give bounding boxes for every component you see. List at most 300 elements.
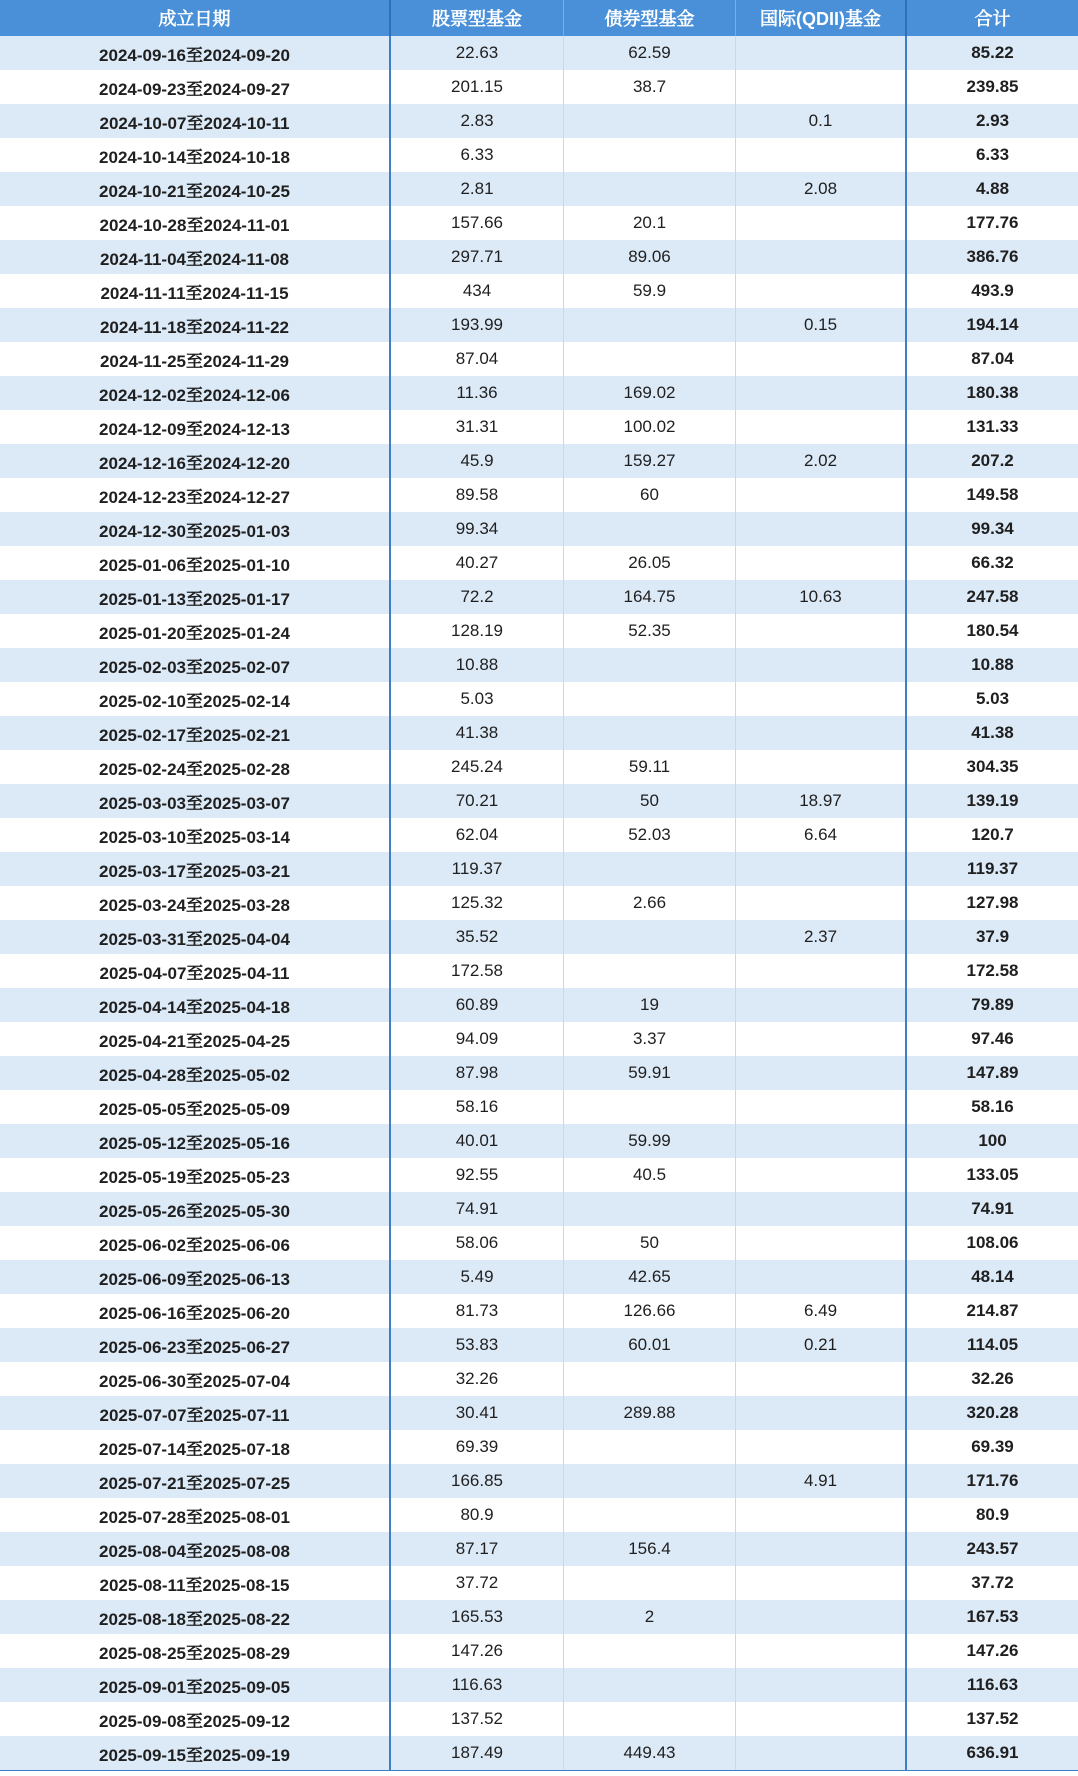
date-range-cell: 2024-10-07至2024-10-11	[0, 104, 391, 138]
equity-fund-cell: 6.33	[391, 138, 564, 172]
equity-fund-cell: 69.39	[391, 1430, 564, 1464]
table-row	[0, 1328, 1078, 1362]
total-cell: 58.16	[971, 1097, 1014, 1116]
equity-fund-cell: 87.17	[391, 1532, 564, 1566]
header-bond-fund: 债券型基金	[564, 0, 736, 36]
qdii-fund-cell	[736, 1600, 907, 1634]
equity-fund-cell: 32.26	[391, 1362, 564, 1396]
total-cell: 139.19	[966, 791, 1019, 810]
qdii-fund-cell: 4.91	[736, 1464, 907, 1498]
qdii-fund-cell	[736, 1260, 907, 1294]
total-cell: 100	[978, 1131, 1007, 1150]
equity-fund-cell: 99.34	[391, 512, 564, 546]
equity-fund-cell: 41.38	[391, 716, 564, 750]
total-cell: 6.33	[975, 145, 1010, 164]
equity-fund-cell: 45.9	[391, 444, 564, 478]
date-range-cell: 2025-06-30至2025-07-04	[0, 1362, 391, 1396]
total-cell: 207.2	[971, 451, 1014, 470]
qdii-fund-cell: 0.1	[736, 104, 907, 138]
equity-fund-cell: 137.52	[391, 1702, 564, 1736]
date-range-cell: 2025-05-26至2025-05-30	[0, 1192, 391, 1226]
table-row	[0, 1056, 1078, 1090]
bond-fund-cell	[564, 104, 736, 138]
bond-fund-cell: 60.01	[564, 1328, 736, 1362]
date-range-cell: 2025-06-23至2025-06-27	[0, 1328, 391, 1362]
total-cell: 172.58	[966, 961, 1019, 980]
qdii-fund-cell	[736, 648, 907, 682]
qdii-fund-cell	[736, 1226, 907, 1260]
total-cell: 133.05	[966, 1165, 1019, 1184]
date-range-cell: 2025-08-25至2025-08-29	[0, 1634, 391, 1668]
bond-fund-cell	[564, 138, 736, 172]
bond-fund-cell	[564, 648, 736, 682]
bond-fund-cell	[564, 1668, 736, 1702]
bond-fund-cell	[564, 308, 736, 342]
table-row	[0, 1294, 1078, 1328]
total-cell: 10.88	[971, 655, 1014, 674]
qdii-fund-cell	[736, 1702, 907, 1736]
table-body	[0, 36, 1078, 1770]
table-row	[0, 954, 1078, 988]
date-range-cell: 2025-01-13至2025-01-17	[0, 580, 391, 614]
date-range-cell: 2025-05-12至2025-05-16	[0, 1124, 391, 1158]
qdii-fund-cell: 10.63	[736, 580, 907, 614]
qdii-fund-cell: 2.08	[736, 172, 907, 206]
date-range-cell: 2024-09-16至2024-09-20	[0, 36, 391, 70]
bond-fund-cell	[564, 920, 736, 954]
table-row	[0, 886, 1078, 920]
bond-fund-cell: 2	[564, 1600, 736, 1634]
total-cell: 636.91	[966, 1743, 1019, 1762]
equity-fund-cell: 70.21	[391, 784, 564, 818]
bond-fund-cell: 156.4	[564, 1532, 736, 1566]
bond-fund-cell: 289.88	[564, 1396, 736, 1430]
qdii-fund-cell	[736, 886, 907, 920]
date-range-cell: 2024-12-16至2024-12-20	[0, 444, 391, 478]
equity-fund-cell: 37.72	[391, 1566, 564, 1600]
qdii-fund-cell: 2.02	[736, 444, 907, 478]
bond-fund-cell: 20.1	[564, 206, 736, 240]
equity-fund-cell: 22.63	[391, 36, 564, 70]
table-row	[0, 274, 1078, 308]
total-cell: 493.9	[971, 281, 1014, 300]
date-range-cell: 2025-05-05至2025-05-09	[0, 1090, 391, 1124]
total-cell: 69.39	[971, 1437, 1014, 1456]
equity-fund-cell: 11.36	[391, 376, 564, 410]
total-cell: 87.04	[971, 349, 1014, 368]
bond-fund-cell: 19	[564, 988, 736, 1022]
total-cell: 194.14	[966, 315, 1019, 334]
bond-fund-cell: 62.59	[564, 36, 736, 70]
date-range-cell: 2024-10-14至2024-10-18	[0, 138, 391, 172]
table-row	[0, 1430, 1078, 1464]
equity-fund-cell: 5.03	[391, 682, 564, 716]
table-row	[0, 750, 1078, 784]
date-range-cell: 2024-12-02至2024-12-06	[0, 376, 391, 410]
bond-fund-cell	[564, 172, 736, 206]
date-range-cell: 2025-07-28至2025-08-01	[0, 1498, 391, 1532]
date-range-cell: 2024-12-30至2025-01-03	[0, 512, 391, 546]
qdii-fund-cell	[736, 512, 907, 546]
bond-fund-cell: 60	[564, 478, 736, 512]
table-row	[0, 546, 1078, 580]
date-range-cell: 2025-04-14至2025-04-18	[0, 988, 391, 1022]
bond-fund-cell	[564, 1464, 736, 1498]
date-range-cell: 2025-09-01至2025-09-05	[0, 1668, 391, 1702]
qdii-fund-cell	[736, 36, 907, 70]
qdii-fund-cell	[736, 1566, 907, 1600]
qdii-fund-cell: 0.15	[736, 308, 907, 342]
table-row	[0, 1226, 1078, 1260]
qdii-fund-cell	[736, 138, 907, 172]
equity-fund-cell: 94.09	[391, 1022, 564, 1056]
table-row	[0, 36, 1078, 70]
qdii-fund-cell	[736, 376, 907, 410]
qdii-fund-cell	[736, 1362, 907, 1396]
bond-fund-cell	[564, 852, 736, 886]
total-cell: 177.76	[966, 213, 1019, 232]
bond-fund-cell	[564, 682, 736, 716]
equity-fund-cell: 62.04	[391, 818, 564, 852]
total-cell: 66.32	[971, 553, 1014, 572]
bond-fund-cell	[564, 954, 736, 988]
equity-fund-cell: 2.83	[391, 104, 564, 138]
table-row	[0, 1464, 1078, 1498]
table-row	[0, 376, 1078, 410]
total-cell: 127.98	[966, 893, 1019, 912]
equity-fund-cell: 58.16	[391, 1090, 564, 1124]
date-range-cell: 2024-12-23至2024-12-27	[0, 478, 391, 512]
table-row	[0, 1702, 1078, 1736]
header-establish-date: 成立日期	[0, 0, 391, 36]
bond-fund-cell: 3.37	[564, 1022, 736, 1056]
total-cell: 37.9	[975, 927, 1010, 946]
qdii-fund-cell	[736, 1192, 907, 1226]
total-cell: 80.9	[975, 1505, 1010, 1524]
total-cell: 147.26	[966, 1641, 1019, 1660]
table-row	[0, 614, 1078, 648]
table-row	[0, 172, 1078, 206]
total-cell: 180.54	[966, 621, 1019, 640]
qdii-fund-cell	[736, 1736, 907, 1770]
bond-fund-cell: 59.11	[564, 750, 736, 784]
table-row	[0, 784, 1078, 818]
equity-fund-cell: 125.32	[391, 886, 564, 920]
table-row	[0, 1532, 1078, 1566]
equity-fund-cell: 58.06	[391, 1226, 564, 1260]
qdii-fund-cell	[736, 1634, 907, 1668]
qdii-fund-cell	[736, 1430, 907, 1464]
table-row	[0, 818, 1078, 852]
qdii-fund-cell	[736, 614, 907, 648]
bond-fund-cell: 38.7	[564, 70, 736, 104]
date-range-cell: 2024-11-18至2024-11-22	[0, 308, 391, 342]
date-range-cell: 2025-04-28至2025-05-02	[0, 1056, 391, 1090]
bond-fund-cell	[564, 1090, 736, 1124]
qdii-fund-cell	[736, 274, 907, 308]
table-row	[0, 1362, 1078, 1396]
total-cell: 131.33	[966, 417, 1019, 436]
bond-fund-cell: 26.05	[564, 546, 736, 580]
bond-fund-cell: 449.43	[564, 1736, 736, 1770]
bond-fund-cell: 159.27	[564, 444, 736, 478]
qdii-fund-cell	[736, 342, 907, 376]
total-cell: 4.88	[975, 179, 1010, 198]
equity-fund-cell: 40.27	[391, 546, 564, 580]
equity-fund-cell: 74.91	[391, 1192, 564, 1226]
qdii-fund-cell	[736, 70, 907, 104]
bond-fund-cell	[564, 512, 736, 546]
equity-fund-cell: 187.49	[391, 1736, 564, 1770]
date-range-cell: 2025-04-21至2025-04-25	[0, 1022, 391, 1056]
bond-fund-cell	[564, 1702, 736, 1736]
qdii-fund-cell	[736, 1532, 907, 1566]
date-range-cell: 2025-05-19至2025-05-23	[0, 1158, 391, 1192]
table-row	[0, 682, 1078, 716]
total-cell: 386.76	[966, 247, 1019, 266]
qdii-fund-cell	[736, 1396, 907, 1430]
date-range-cell: 2025-01-20至2025-01-24	[0, 614, 391, 648]
table-row	[0, 1498, 1078, 1532]
total-cell: 119.37	[966, 859, 1019, 878]
bond-fund-cell: 50	[564, 784, 736, 818]
table-row	[0, 1396, 1078, 1430]
table-row	[0, 478, 1078, 512]
bond-fund-cell	[564, 1192, 736, 1226]
equity-fund-cell: 166.85	[391, 1464, 564, 1498]
equity-fund-cell: 89.58	[391, 478, 564, 512]
total-cell: 116.63	[966, 1675, 1019, 1694]
header-total: 合计	[974, 9, 1011, 29]
date-range-cell: 2025-02-10至2025-02-14	[0, 682, 391, 716]
date-range-cell: 2025-03-24至2025-03-28	[0, 886, 391, 920]
total-cell: 247.58	[966, 587, 1019, 606]
qdii-fund-cell	[736, 1056, 907, 1090]
bond-fund-cell: 59.9	[564, 274, 736, 308]
total-cell: 79.89	[971, 995, 1014, 1014]
equity-fund-cell: 53.83	[391, 1328, 564, 1362]
table-row	[0, 104, 1078, 138]
table-row	[0, 206, 1078, 240]
equity-fund-cell: 128.19	[391, 614, 564, 648]
table-row	[0, 1634, 1078, 1668]
date-range-cell: 2025-09-15至2025-09-19	[0, 1736, 391, 1770]
equity-fund-cell: 31.31	[391, 410, 564, 444]
equity-fund-cell: 87.98	[391, 1056, 564, 1090]
total-cell: 48.14	[971, 1267, 1014, 1286]
table-row	[0, 1736, 1078, 1770]
qdii-fund-cell	[736, 1498, 907, 1532]
date-range-cell: 2024-11-25至2024-11-29	[0, 342, 391, 376]
qdii-fund-cell	[736, 716, 907, 750]
bond-fund-cell: 89.06	[564, 240, 736, 274]
equity-fund-cell: 165.53	[391, 1600, 564, 1634]
table-row	[0, 852, 1078, 886]
date-range-cell: 2025-07-07至2025-07-11	[0, 1396, 391, 1430]
date-range-cell: 2025-06-09至2025-06-13	[0, 1260, 391, 1294]
table-row	[0, 1022, 1078, 1056]
total-cell: 243.57	[966, 1539, 1019, 1558]
total-cell: 32.26	[971, 1369, 1014, 1388]
equity-fund-cell: 147.26	[391, 1634, 564, 1668]
total-cell: 214.87	[966, 1301, 1019, 1320]
table-row	[0, 240, 1078, 274]
bond-fund-cell: 164.75	[564, 580, 736, 614]
date-range-cell: 2025-06-02至2025-06-06	[0, 1226, 391, 1260]
bond-fund-cell: 50	[564, 1226, 736, 1260]
qdii-fund-cell	[736, 682, 907, 716]
qdii-fund-cell: 6.49	[736, 1294, 907, 1328]
date-range-cell: 2025-07-14至2025-07-18	[0, 1430, 391, 1464]
date-range-cell: 2025-02-17至2025-02-21	[0, 716, 391, 750]
bond-fund-cell: 126.66	[564, 1294, 736, 1328]
total-cell: 5.03	[975, 689, 1010, 708]
qdii-fund-cell: 0.21	[736, 1328, 907, 1362]
bond-fund-cell	[564, 1634, 736, 1668]
date-range-cell: 2025-02-03至2025-02-07	[0, 648, 391, 682]
date-range-cell: 2025-08-18至2025-08-22	[0, 1600, 391, 1634]
bond-fund-cell: 2.66	[564, 886, 736, 920]
table-row	[0, 70, 1078, 104]
total-cell: 171.76	[966, 1471, 1019, 1490]
equity-fund-cell: 2.81	[391, 172, 564, 206]
table-row	[0, 716, 1078, 750]
equity-fund-cell: 60.89	[391, 988, 564, 1022]
total-cell: 180.38	[966, 383, 1019, 402]
header-equity-fund: 股票型基金	[391, 0, 564, 36]
table-row	[0, 1600, 1078, 1634]
bond-fund-cell	[564, 1498, 736, 1532]
bond-fund-cell: 40.5	[564, 1158, 736, 1192]
equity-fund-cell: 30.41	[391, 1396, 564, 1430]
table-row	[0, 410, 1078, 444]
bond-fund-cell: 42.65	[564, 1260, 736, 1294]
table-row	[0, 138, 1078, 172]
date-range-cell: 2025-01-06至2025-01-10	[0, 546, 391, 580]
date-range-cell: 2025-03-03至2025-03-07	[0, 784, 391, 818]
qdii-fund-cell	[736, 410, 907, 444]
equity-fund-cell: 5.49	[391, 1260, 564, 1294]
table-row	[0, 920, 1078, 954]
date-range-cell: 2025-03-31至2025-04-04	[0, 920, 391, 954]
equity-fund-cell: 119.37	[391, 852, 564, 886]
qdii-fund-cell: 2.37	[736, 920, 907, 954]
bond-fund-cell	[564, 1430, 736, 1464]
total-cell: 37.72	[971, 1573, 1014, 1592]
qdii-fund-cell	[736, 478, 907, 512]
header-qdii-fund: 国际(QDII)基金	[736, 0, 907, 36]
total-cell: 97.46	[971, 1029, 1014, 1048]
qdii-fund-cell	[736, 988, 907, 1022]
total-cell: 114.05	[966, 1335, 1019, 1354]
qdii-fund-cell	[736, 750, 907, 784]
qdii-fund-cell	[736, 1090, 907, 1124]
qdii-fund-cell	[736, 1124, 907, 1158]
bond-fund-cell	[564, 716, 736, 750]
table-row	[0, 1192, 1078, 1226]
equity-fund-cell: 116.63	[391, 1668, 564, 1702]
table-row	[0, 1668, 1078, 1702]
table-row	[0, 648, 1078, 682]
total-cell: 149.58	[966, 485, 1019, 504]
total-cell: 85.22	[971, 43, 1014, 62]
total-cell: 41.38	[971, 723, 1014, 742]
table-row	[0, 1090, 1078, 1124]
equity-fund-cell: 81.73	[391, 1294, 564, 1328]
table-row	[0, 1158, 1078, 1192]
equity-fund-cell: 172.58	[391, 954, 564, 988]
date-range-cell: 2025-04-07至2025-04-11	[0, 954, 391, 988]
equity-fund-cell: 40.01	[391, 1124, 564, 1158]
total-cell: 147.89	[966, 1063, 1019, 1082]
equity-fund-cell: 201.15	[391, 70, 564, 104]
equity-fund-cell: 245.24	[391, 750, 564, 784]
table-row	[0, 580, 1078, 614]
bond-fund-cell: 169.02	[564, 376, 736, 410]
table-row	[0, 512, 1078, 546]
date-range-cell: 2024-12-09至2024-12-13	[0, 410, 391, 444]
date-range-cell: 2025-03-10至2025-03-14	[0, 818, 391, 852]
total-cell: 137.52	[966, 1709, 1019, 1728]
table-row	[0, 988, 1078, 1022]
qdii-fund-cell: 6.64	[736, 818, 907, 852]
qdii-fund-cell	[736, 1022, 907, 1056]
date-range-cell: 2024-11-04至2024-11-08	[0, 240, 391, 274]
total-cell: 99.34	[971, 519, 1014, 538]
date-range-cell: 2024-09-23至2024-09-27	[0, 70, 391, 104]
date-range-cell: 2025-07-21至2025-07-25	[0, 1464, 391, 1498]
table-row	[0, 308, 1078, 342]
table-row	[0, 342, 1078, 376]
table-row	[0, 1260, 1078, 1294]
total-cell: 120.7	[971, 825, 1014, 844]
bond-fund-cell	[564, 342, 736, 376]
bond-fund-cell: 52.03	[564, 818, 736, 852]
total-cell: 304.35	[966, 757, 1019, 776]
total-cell: 74.91	[971, 1199, 1014, 1218]
bond-fund-cell: 52.35	[564, 614, 736, 648]
table-row	[0, 1566, 1078, 1600]
total-cell: 167.53	[966, 1607, 1019, 1626]
date-range-cell: 2025-06-16至2025-06-20	[0, 1294, 391, 1328]
qdii-fund-cell	[736, 1158, 907, 1192]
equity-fund-cell: 92.55	[391, 1158, 564, 1192]
total-cell: 108.06	[966, 1233, 1019, 1252]
date-range-cell: 2025-08-04至2025-08-08	[0, 1532, 391, 1566]
equity-fund-cell: 434	[391, 274, 564, 308]
qdii-fund-cell	[736, 852, 907, 886]
qdii-fund-cell	[736, 240, 907, 274]
equity-fund-cell: 72.2	[391, 580, 564, 614]
total-cell: 239.85	[966, 77, 1019, 96]
bond-fund-cell: 59.91	[564, 1056, 736, 1090]
qdii-fund-cell	[736, 1668, 907, 1702]
table-header-row	[0, 0, 1078, 36]
equity-fund-cell: 193.99	[391, 308, 564, 342]
table-row	[0, 1124, 1078, 1158]
date-range-cell: 2025-08-11至2025-08-15	[0, 1566, 391, 1600]
equity-fund-cell: 10.88	[391, 648, 564, 682]
bond-fund-cell: 100.02	[564, 410, 736, 444]
qdii-fund-cell	[736, 954, 907, 988]
equity-fund-cell: 157.66	[391, 206, 564, 240]
table-row	[0, 444, 1078, 478]
total-cell: 2.93	[975, 111, 1010, 130]
equity-fund-cell: 297.71	[391, 240, 564, 274]
qdii-fund-cell: 18.97	[736, 784, 907, 818]
bond-fund-cell	[564, 1362, 736, 1396]
date-range-cell: 2025-02-24至2025-02-28	[0, 750, 391, 784]
